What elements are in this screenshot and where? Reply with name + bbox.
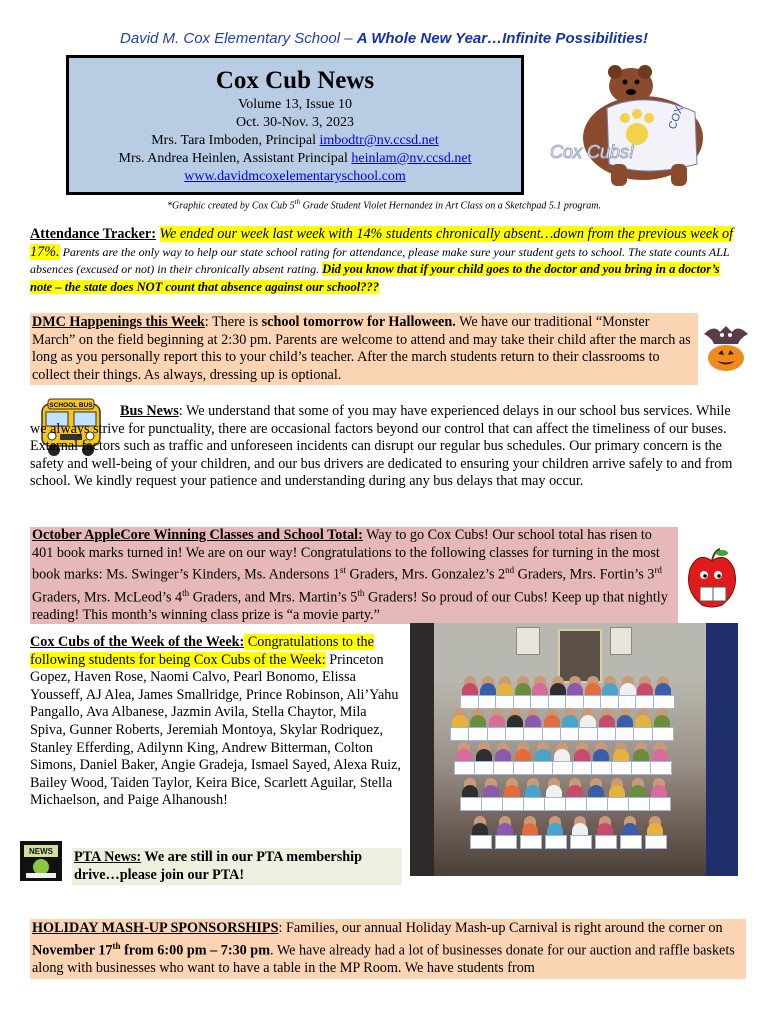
holiday-mashup-section xyxy=(30,919,746,979)
dmc-happenings-section xyxy=(30,313,698,385)
holiday-text-2: . We have already had a lot of businesses donate for our auction and raffle baskets along with businesses who want to have a table in the MP Room. We have students from xyxy=(32,942,735,976)
bus-news-section xyxy=(30,403,740,491)
applecore-text-1: Way to go Cox Cubs! Our school total has risen to 401 book marks turned in! We are on our way! Congratulations to the following classes for turning in the most book marks: Ms. Swinger’s Kinders, Ms. Andersons 1 xyxy=(32,527,660,583)
masthead xyxy=(66,55,524,195)
dmc-halloween: school tomorrow for Halloween. xyxy=(261,314,456,330)
dmc-body: We have our traditional “Monster March” on the field beginning at 2:30 pm. Parents are welcome to attend and may take their child after the march as long as you personally report this to your child’s teacher. After the march students return to their classrooms to collect their things. As always, dressing up is optional. xyxy=(32,314,691,383)
certificate xyxy=(502,797,524,811)
news-icon-text: NEWS xyxy=(29,847,53,856)
certificate xyxy=(545,835,567,849)
certificate xyxy=(586,797,608,811)
certificate xyxy=(620,835,642,849)
holiday-date-sup: th xyxy=(112,940,121,951)
pta-heading: PTA News: xyxy=(74,849,142,865)
photo-poster xyxy=(516,627,540,655)
principal-line xyxy=(69,132,521,150)
caption-sup: th xyxy=(294,198,301,206)
applecore-text-2: Graders, Mrs. Gonzalez’s 2 xyxy=(345,566,506,583)
cubs-heading: Cox Cubs of the Week of the Week: xyxy=(30,634,245,650)
mascot-shirt-text: COX xyxy=(666,104,686,132)
certificate xyxy=(649,797,671,811)
dmc-heading: DMC Happenings this Week xyxy=(32,314,205,330)
certificate xyxy=(481,797,503,811)
certificate xyxy=(470,835,492,849)
pta-news-section xyxy=(72,848,402,885)
principal-email-link[interactable]: imbodtr@nv.ccsd.net xyxy=(319,133,439,148)
volume-issue: Volume 13, Issue 10 xyxy=(237,97,353,112)
pta-body: We are still in our PTA membership drive…please join our PTA! xyxy=(74,849,362,883)
bus-sign-text: SCHOOL BUS xyxy=(49,402,93,409)
mascot-banner-text: Cox Cubs! xyxy=(550,142,635,162)
photo-door xyxy=(410,623,434,876)
bus-heading: Bus News xyxy=(120,403,179,419)
certificate xyxy=(645,835,667,849)
applecore-sup-4: th xyxy=(182,587,190,598)
applecore-heading: October AppleCore Winning Classes and School Total: xyxy=(32,527,363,543)
holiday-text-1: : Families, our annual Holiday Mash-up Carnival is right around the corner on xyxy=(278,920,723,936)
applecore-section xyxy=(30,527,744,624)
website-link[interactable]: www.davidmcoxelementaryschool.com xyxy=(184,169,406,184)
assistant-name: Mrs. Andrea Heinlen, Assistant Principal xyxy=(118,151,348,166)
holiday-time: from 6:00 pm – 7:30 pm xyxy=(120,942,271,959)
dmc-lead: : There is xyxy=(204,314,262,330)
principal-name: Mrs. Tara Imboden, Principal xyxy=(151,133,316,148)
cubs-highlight: Congratulations to the following students for being Cox Cubs of the Week: xyxy=(30,634,374,668)
photo-frame xyxy=(558,629,602,683)
applecore-sup-3: rd xyxy=(654,565,662,576)
cubs-names: Princeton Gopez, Haven Rose, Naomi Calvo, Pearl Bonomo, Elissa Yousseff, AJ Alea, James Smallridge, Prince Robinson, Ali’Yahu Pangallo, Ava Albanese, Jazmin Avila, Stella Chaytor, Mila Spiva, Gunner Roberts, Jeremiah Montoya, Skylar Rodriquez, Stanley Efferding, Adilynn King, Andrew Bitterman, Colton Simons, Daniel Baker, Angie Gradeja, Ismael Sayed, Alexa Ruiz, Bailey Wood, Taiden Taylor, Keira Bice, Scarlett Aguilar, Stella Michaelson, and Paige Alhanoush! xyxy=(30,651,401,809)
graphic-caption xyxy=(0,198,768,211)
attendance-doctor-note: Did you know that if your child goes to the doctor and you bring in a doctor’s note – the state does NOT count that absence against our school??? xyxy=(30,262,720,294)
caption-text: *Graphic created by Cox Cub 5 xyxy=(166,200,295,212)
certificate xyxy=(607,797,629,811)
attendance-body: Parents are the only way to help our state school rating for attendance, please make sure your student gets to school. The state counts ALL absences (excused or not) in their chronically absent rating. xyxy=(30,244,730,277)
newspaper-icon xyxy=(18,839,64,883)
holiday-heading: HOLIDAY MASH-UP SPONSORSHIPS xyxy=(32,920,279,936)
certificate xyxy=(595,835,617,849)
certificate xyxy=(544,797,566,811)
applecore-sup-5: th xyxy=(357,587,365,598)
attendance-highlight: We ended our week last week with 14% students chronically absent…down from the previous week of 17%. xyxy=(30,226,734,260)
applecore-sup-2: nd xyxy=(505,565,515,576)
applecore-text-6: Graders! So proud of our Cubs! Keep up that nightly reading! This month’s winning class prize is “a movie party.” xyxy=(32,589,668,623)
applecore-sup-1: st xyxy=(339,565,346,576)
newsletter-title: Cox Cub News xyxy=(215,67,375,94)
attendance-section xyxy=(30,226,740,296)
class-photo xyxy=(410,623,738,876)
attendance-heading: Attendance Tracker: xyxy=(30,226,156,242)
caption-text-end: Grade Student Violet Hernandez in Art Class on a Sketchpad 5.1 program. xyxy=(300,200,602,212)
assistant-email-link[interactable]: heinlam@nv.ccsd.net xyxy=(351,151,472,166)
holiday-date: November 17 xyxy=(32,942,113,959)
applecore-text-3: Graders, Mrs. Fortin’s 3 xyxy=(514,566,655,583)
bus-body: : We understand that some of you may have experienced delays in our school bus services. While we always strive for punctuality, there are occasional factors beyond our control that can affect the timeliness of our buses. External factors such as traffic and unforeseen incidents can disrupt our regular bus schedules. Our primary concern is the safety and well-being of your children, and our bus drivers are dedicated to ensuring your children arrive safely to and from school. We kindly request your patience and understanding during any bus delays that may occur. xyxy=(30,403,733,490)
certificate xyxy=(628,797,650,811)
applecore-text-5: Graders, and Mrs. Martin’s 5 xyxy=(189,589,358,606)
school-name: David M. Cox Elementary School – xyxy=(120,30,353,47)
issue-dates: Oct. 30-Nov. 3, 2023 xyxy=(235,115,355,130)
website-line xyxy=(69,168,521,186)
cubs-of-week-section xyxy=(30,634,402,810)
assistant-line xyxy=(69,150,521,168)
certificate xyxy=(520,835,542,849)
certificate xyxy=(523,797,545,811)
bear-mascot-illustration xyxy=(545,60,745,190)
school-slogan xyxy=(0,30,768,47)
certificate xyxy=(652,727,674,741)
certificate xyxy=(565,797,587,811)
certificate xyxy=(570,835,592,849)
photo-banner xyxy=(706,623,738,876)
certificate xyxy=(653,695,675,709)
applecore-text-4: Graders, Mrs. McLeod’s 4 xyxy=(32,589,183,606)
certificate xyxy=(460,797,482,811)
certificate xyxy=(495,835,517,849)
apple-reading-icon xyxy=(682,547,742,613)
halloween-bat-pumpkin-icon xyxy=(700,320,752,374)
photo-poster-2 xyxy=(610,627,632,655)
school-motto: A Whole New Year…Infinite Possibilities! xyxy=(356,30,648,47)
certificate xyxy=(650,761,672,775)
